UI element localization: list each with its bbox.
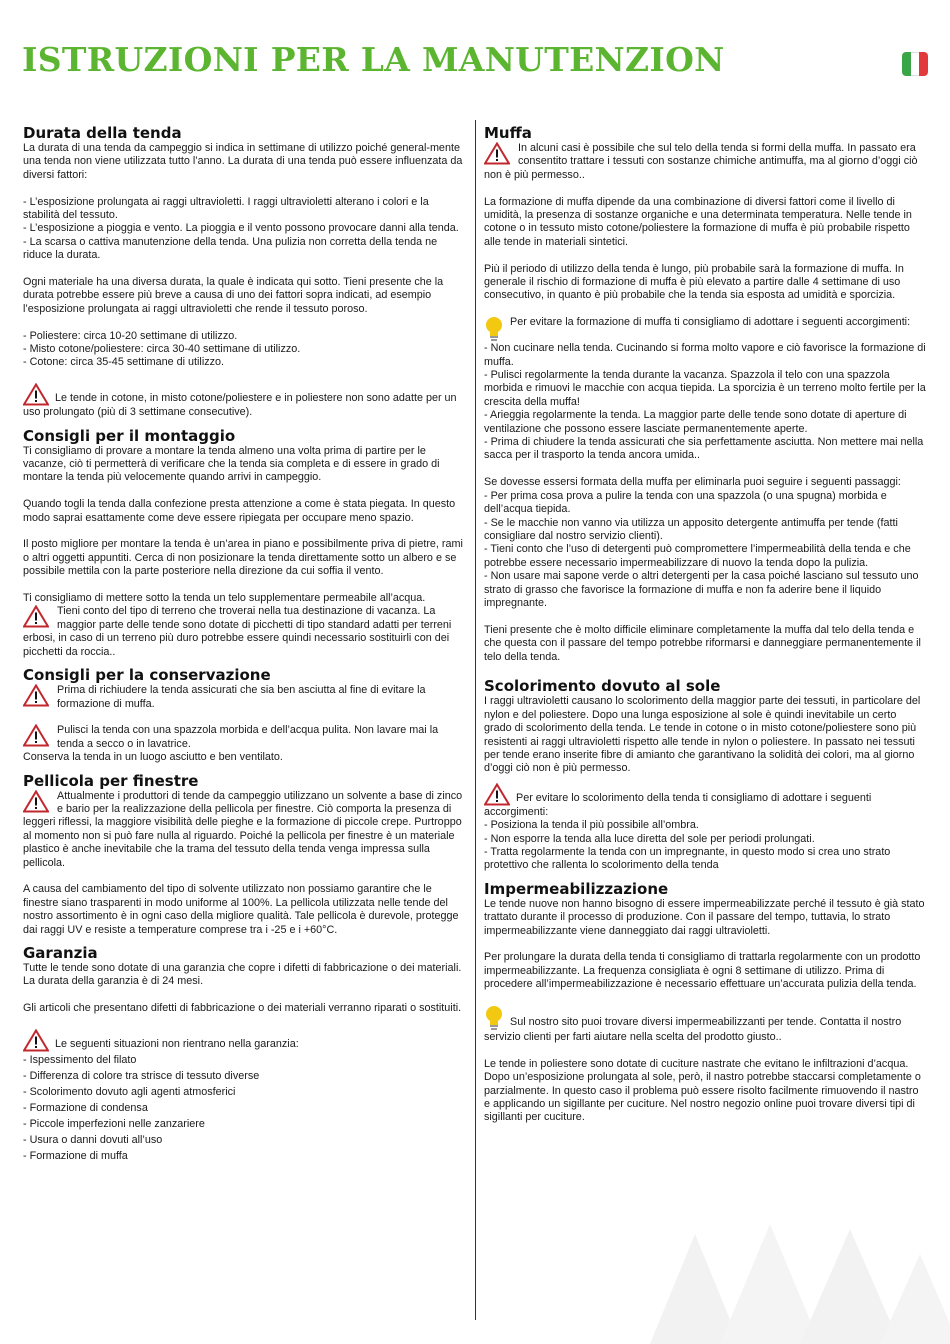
section-heading: Consigli per la conservazione: [23, 666, 271, 685]
list-item: - Usura o danni dovuti all’uso: [23, 1133, 163, 1146]
materials-list: [23, 330, 468, 370]
list-item: - Scolorimento dovuto agli agenti atmosferici: [23, 1085, 236, 1098]
list-item: - Piccole imperfezioni nelle zanzariere: [23, 1117, 205, 1130]
section-garanzia: [23, 944, 468, 1164]
section-conservazione: [23, 666, 468, 764]
section-pellicola: [23, 772, 468, 937]
paragraph: Ti consigliamo di mettere sotto la tenda un telo supplementare permeabile all’acqua.: [23, 592, 426, 605]
paragraph: Le tende in poliestere sono dotate di cuciture nastrate che evitano le infiltrazioni d’acqua. Dopo un’esposizione prolungata al sole, però, il nastro potrebbe staccarsi completamente o parzialmente. In questo caso il problema può essere risolto facilmente rimuovendo il nastro e applicando un sigillante per cuciture. Nel nostro negozio online puoi trovare diversi tipi di sigillanti per cuciture.: [484, 1057, 921, 1124]
section-heading: Consigli per il montaggio: [23, 426, 236, 445]
paragraph: Quando togli la tenda dalla confezione presta attenzione a come è stata piegata. In questo modo saprai esattamente come deve essere ripiegata per occupare meno spazio.: [23, 498, 456, 524]
paragraph: La durata di una tenda da campeggio si indica in settimane di utilizzo poiché general-mente una tenda non viene utilizzata tutto l’anno. La durata di una tenda può essere influenzata da diversi fattori:: [23, 142, 463, 181]
list-item: - Tratta regolarmente la tenda con un impregnante, in questo modo si crea uno strato protettivo che rallenta lo scolorimento della tenda: [484, 846, 891, 872]
list-item: - Formazione di muffa: [23, 1149, 128, 1162]
warning-icon: [23, 790, 49, 813]
column-divider: [475, 120, 476, 1320]
background-chevron-pattern: [650, 1214, 950, 1344]
warning-note: [23, 724, 468, 751]
paragraph: Le tende nuove non hanno bisogno di essere impermeabilizzate perché il tessuto è già stato trattato durante il processo di produzione. Con il passare del tempo, tuttavia, lo strato impermeabilizzante viene danneggiato dai raggi ultravioletti.: [484, 897, 925, 937]
warning-note: [23, 790, 468, 870]
warning-text: Le tende in cotone, in misto cotone/poliestere e in poliestere non sono adatte per un uso prolungato (più di 3 settimane consecutive).: [23, 392, 457, 419]
list-item: - Ispessimento del filato: [23, 1053, 137, 1066]
section-heading: Garanzia: [23, 943, 98, 962]
warning-note: [23, 1029, 468, 1052]
list-item: - Formazione di condensa: [23, 1101, 148, 1114]
list-item: - Se le macchie non vanno via utilizza un apposito detergente antimuffa per tende (fatti consigliare dal nostro servizio clienti).: [484, 516, 898, 542]
warning-text: Attualmente i produttori di tende da campeggio utilizzano un solvente a base di zinco e bario per la realizzazione della pellicola per finestre. Ciò comporta la presenza di leggeri riflessi, la maggiore visibilità delle pieghe e la formazione di piccole crepe. Purtroppo al momento non si può fare nulla al riguardo. Poiché la pellicola per finestre è un materiale plastico è anche inevitabile che la trama del tessuto della tenda venga impressa sulla pellicola.: [23, 789, 463, 869]
list-item: - Cotone: circa 35-45 settimane di utilizzo.: [23, 356, 225, 369]
section-heading: Scolorimento dovuto al sole: [484, 677, 721, 696]
section-impermeabilizzazione: [484, 880, 926, 1125]
warning-text: Per evitare lo scolorimento della tenda ti consigliamo di adottare i seguenti accorgimenti:: [484, 791, 872, 818]
paragraph: A causa del cambiamento del tipo di solvente utilizzato non possiamo garantire che le finestre siano trasparenti in modo uniforme al 100%. La pellicola utilizzata nelle tende del nostro assortimento è in ogni caso della migliore qualità. Tale pellicola è durevole, protegge dai raggi UV e resiste a temperature comprese tra i -25 e i +60°C.: [23, 883, 459, 936]
list-item: - L’esposizione prolungata ai raggi ultravioletti. I raggi ultravioletti alterano i colori e la stabilità del tessuto.: [23, 195, 429, 222]
tip-note: [484, 1005, 926, 1044]
section-muffa: [484, 124, 926, 664]
tips-list: [484, 342, 926, 463]
removal-list: [484, 490, 926, 611]
list-item: - L’esposizione a pioggia e vento. La pioggia e il vento possono provocare danni alla tenda.: [23, 222, 459, 235]
section-scolorimento: [484, 677, 926, 872]
warning-text: In alcuni casi è possibile che sul telo della tenda si formi della muffa. In passato era consentito trattare i tessuti con sostanze chimiche antimuffa, ma al giorno d’oggi ciò non è più permesso..: [484, 142, 918, 181]
paragraph: I raggi ultravioletti causano lo scolorimento della maggior parte dei tessuti, in particolare del nylon e del poliestere. Dopo una lunga esposizione al sole è quindi inevitabile un certo grado di scolorimento della tenda. Le tende in cotone o in misto cotone/poliestere sono più resistenti ai raggi ultravioletti rispetto alle tende in nylon o poliestere. In passato nei tessuti per tende erano inserite fibre di amianto che garantivano la solidità dei colori, ma al giorno d’oggi ciò non è più permesso.: [484, 695, 921, 775]
paragraph: Più il periodo di utilizzo della tenda è lungo, più probabile sarà la formazione di muffa. In generale il rischio di formazione di muffa è più elevato a partire dalle 4 settimane di uso consecutivo, in quanto è più probabile che la tenda sia esposta ad umidità e sporcizia.: [484, 262, 904, 302]
list-item: - Non cucinare nella tenda. Cucinando si forma molto vapore e ciò favorisce la formazione di muffa.: [484, 342, 926, 368]
tip-text: Sul nostro sito puoi trovare diversi impermeabilizzanti per tende. Contatta il nostro servizio clienti per farti aiutare nella scelta del prodotto giusto..: [484, 1016, 902, 1044]
paragraph: Tieni presente che è molto difficile eliminare completamente la muffa dal telo della tenda e che questa con il passare del tempo potrebbe riformarsi e danneggiare permanentemente il telo della tenda.: [484, 623, 921, 663]
warning-note: [23, 383, 468, 419]
warning-icon: [484, 142, 510, 165]
paragraph: Tutte le tende sono dotate di una garanzia che copre i difetti di fabbricazione o dei materiali. La durata della garanzia è di 24 mesi.: [23, 961, 462, 988]
section-montaggio: [23, 427, 468, 659]
warning-icon: [23, 605, 49, 628]
paragraph: Se dovesse essersi formata della muffa per eliminarla puoi seguire i seguenti passaggi:: [484, 476, 901, 489]
list-item: - Poliestere: circa 10-20 settimane di utilizzo.: [23, 329, 238, 342]
section-heading: Muffa: [484, 124, 532, 142]
section-heading: Impermeabilizzazione: [484, 879, 669, 898]
list-item: - Posiziona la tenda il più possibile all’ombra.: [484, 819, 699, 832]
paragraph: Ogni materiale ha una diversa durata, la quale è indicata qui sotto. Tieni presente che la durata potrebbe essere più breve a causa di uno dei fattori sopra indicati, ad esempio l’esposizione prolungata ai raggi ultravioletti che rende il tessuto poroso.: [23, 276, 444, 315]
warning-note: [484, 142, 926, 182]
warning-icon: [23, 383, 49, 406]
right-column: [484, 124, 926, 1125]
lightbulb-icon: [484, 1005, 504, 1031]
warning-icon: [23, 1029, 49, 1052]
warning-text: Prima di richiudere la tenda assicurati che sia ben asciutta al fine di evitare la formazione di muffa.: [57, 684, 426, 710]
list-item: - Tieni conto che l’uso di detergenti può compromettere l’impermeabilità della tenda e che potrebbe essere necessario impermeabilizzare di nuovo la tenda dopo la pulizia.: [484, 543, 911, 569]
italian-flag-icon: [902, 52, 928, 76]
warning-note: [23, 684, 468, 711]
warning-text: Le seguenti situazioni non rientrano nella garanzia:: [55, 1037, 299, 1050]
paragraph: Conserva la tenda in un luogo asciutto e ben ventilato.: [23, 751, 283, 764]
tip-note: [484, 316, 926, 342]
left-column: [23, 124, 468, 1164]
exclusion-list: [23, 1052, 468, 1164]
lightbulb-icon: [484, 316, 504, 342]
list-item: - Differenza di colore tra strisce di tessuto diverse: [23, 1069, 260, 1082]
list-item: - La scarsa o cattiva manutenzione della tenda. Una pulizia non corretta della tenda ne riduce la durata.: [23, 235, 438, 262]
paragraph: Per prolungare la durata della tenda ti consigliamo di trattarla regolarmente con un prodotto impermeabilizzante. La frequenza consigliata è ogni 8 settimane di utilizzo. Prima di procedere all’impermeabilizzazione è necessario effettuare un’accurata pulizia della tenda.: [484, 951, 921, 991]
warning-icon: [484, 783, 510, 806]
list-item: - Pulisci regolarmente la tenda durante la vacanza. Spazzola il telo con una spazzola morbida e rimuovi le macchie con acqua tiepida. La sporcizia è un terreno molto fertile per la crescita della muffa!: [484, 369, 926, 408]
section-heading: Durata della tenda: [23, 124, 182, 142]
list-item: - Misto cotone/poliestere: circa 30-40 settimane di utilizzo.: [23, 343, 301, 356]
list-item: - Non esporre la tenda alla luce diretta del sole per periodi prolungati.: [484, 832, 815, 845]
section-heading: Pellicola per finestre: [23, 771, 199, 790]
paragraph: Ti consigliamo di provare a montare la tenda almeno una volta prima di partire per le vacanze, ciò ti permetterà di verificare che la tenda sia completa e di essere in grado di montare la tenda più velocemente quando arrivi in campeggio.: [23, 444, 440, 484]
tips-list: [484, 819, 926, 873]
list-item: - Per prima cosa prova a pulire la tenda con una spazzola (o una spugna) morbida e dell’acqua tiepida.: [484, 489, 887, 516]
section-durata: [23, 124, 468, 420]
paragraph: Il posto migliore per montare la tenda è un’area in piano e possibilmente priva di pietre, rami o altri oggetti appuntiti. Cerca di non posizionare la tenda direttamente sotto un albero e se possibile mettila con la parte posteriore nella direzione da cui soffia il vento.: [23, 538, 463, 578]
warning-note: [23, 605, 468, 659]
warning-icon: [23, 724, 49, 747]
paragraph: Gli articoli che presentano difetti di fabbricazione o dei materiali verranno riparati o sostituiti.: [23, 1002, 462, 1015]
tip-text: Per evitare la formazione di muffa ti consigliamo di adottare i seguenti accorgimenti:: [510, 316, 911, 329]
list-item: - Non usare mai sapone verde o altri detergenti per la casa poiché lasciano sul tessuto uno strato di grasso che favorisce la formazione di muffa e non fa aderire bene il liquido impregnante.: [484, 570, 919, 609]
warning-text: Tieni conto del tipo di terreno che troverai nella tua destinazione di vacanza. La maggior parte delle tende sono dotate di picchetti di tipo standard adatti per terreni erbosi, in caso di un terreno più duro potrebbe essere quindi necessario sostituirli con dei picchetti da roccia..: [23, 605, 452, 658]
warning-text: Pulisci la tenda con una spazzola morbida e dell’acqua pulita. Non lavare mai la tenda a secco o in lavatrice.: [57, 724, 439, 750]
factor-list: [23, 196, 468, 263]
page-title: ISTRUZIONI PER LA MANUTENZION: [22, 40, 725, 79]
list-item: - Arieggia regolarmente la tenda. La maggior parte delle tende sono dotate di aperture di ventilazione che possono essere lasciate permanentemente aperte.: [484, 409, 907, 435]
paragraph: La formazione di muffa dipende da una combinazione di diversi fattori come il livello di umidità, la presenza di sostanze organiche e una determinata temperatura. Nelle tende in cotone o in tessuto misto cotone/poliestere la formazione di muffa è più probabile rispetto alle tende in materiali sintetici.: [484, 195, 912, 248]
warning-icon: [23, 684, 49, 707]
list-item: - Prima di chiudere la tenda assicurati che sia perfettamente asciutta. Non mettere mai nella sacca per il trasporto la tenda ancora umida..: [484, 436, 924, 462]
warning-note: [484, 783, 926, 819]
